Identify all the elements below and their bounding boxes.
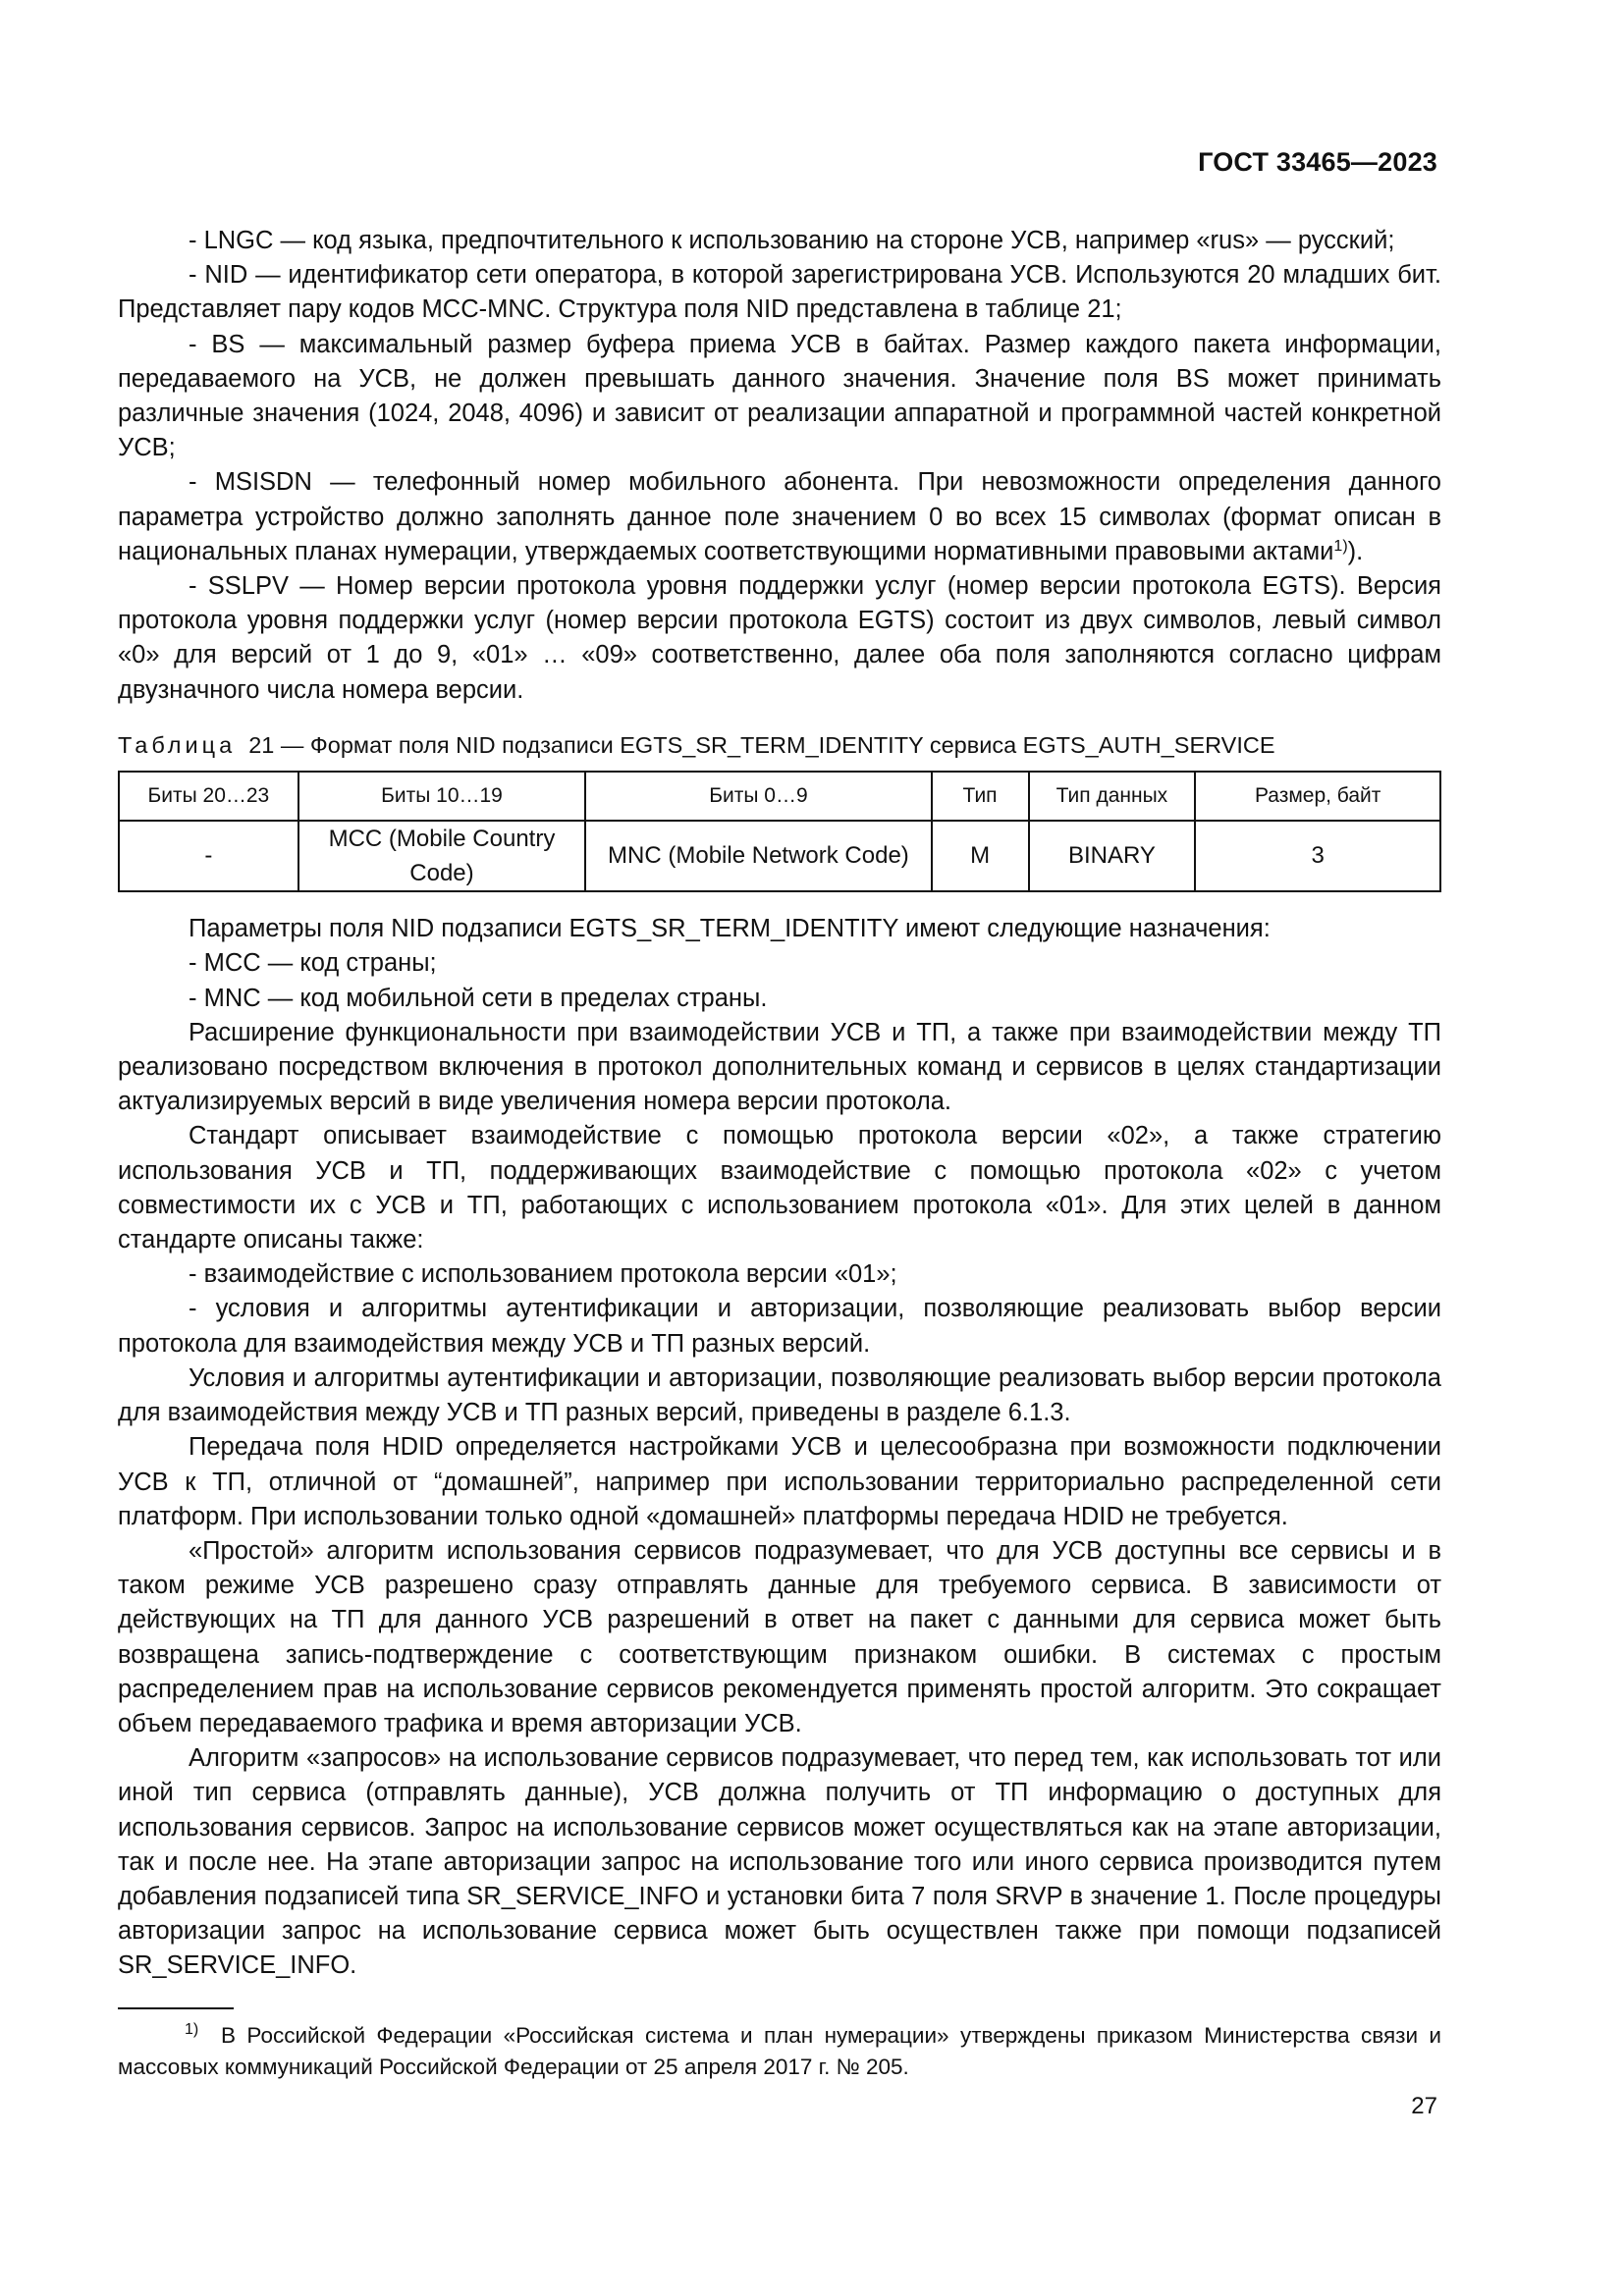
table-caption-text: 21 — Формат поля NID подзаписи EGTS_SR_TERM_IDENTITY сервиса EGTS_AUTH_SERVICE: [248, 731, 1275, 758]
msisdn-tail: ).: [1347, 537, 1364, 565]
table-header-cell: Тип данных: [1029, 772, 1196, 821]
paragraph-auth-reference: Условия и алгоритмы аутентификации и авторизации, позволяющие реализовать выбор версии протокола для взаимодействия между УСВ и ТП разных версий, приведены в разделе 6.1.3.: [118, 1363, 1441, 1427]
table-header-cell: Размер, байт: [1195, 772, 1440, 821]
paragraph-nid: - NID — идентификатор сети оператора, в которой зарегистрирована УСВ. Используются 20 младших бит. Представляет пару кодов MCC-MNC. Структура поля NID представлена в таблице 21;: [118, 261, 1441, 324]
paragraph-msisdn: [118, 465, 1441, 569]
paragraph-hdid: Передача поля HDID определяется настройками УСВ и целесообразна при возможности подключении УСВ к ТП, отличной от “домашней”, например при использовании территориально распределенной сети платформ. При использовании только одной «домашней» платформы передача HDID не требуется.: [118, 1433, 1441, 1530]
table-cell: -: [119, 821, 298, 891]
paragraph-standard: Стандарт описывает взаимодействие с помощью протокола версии «02», а также стратегию использования УСВ и ТП, поддерживающих взаимодействие с помощью протокола «02» с учетом совместимости их с УСВ и ТП, работающих с использованием протокола «01». Для этих целей в данном стандарте описаны также:: [118, 1122, 1441, 1255]
paragraph-lngc: - LNGC — код языка, предпочтительного к использованию на стороне УСВ, например «rus» — русский;: [189, 227, 1395, 254]
table-cell: M: [932, 821, 1029, 891]
table-cell: BINARY: [1029, 821, 1196, 891]
paragraph-sslpv: - SSLPV — Номер версии протокола уровня поддержки услуг (номер версии протокола EGTS). Версия протокола уровня поддержки услуг (номер версии протокола EGTS) состоит из двух символов, левый символ «0» для версий от 1 до 9, «01» … «09» соответственно, далее оба поля заполняются согласно цифрам двузначного числа номера версии.: [118, 572, 1441, 704]
table-header-cell: Биты 0…9: [585, 772, 931, 821]
page-body: [118, 224, 1441, 1984]
table-row: [119, 821, 1440, 891]
footnote-divider: [118, 2007, 234, 2009]
table-cell: MNC (Mobile Network Code): [585, 821, 931, 891]
table-header-cell: Биты 20…23: [119, 772, 298, 821]
nid-format-table: [118, 771, 1441, 892]
table-header-row: [119, 772, 1440, 821]
footnote-text: В Российской Федерации «Российская система и план нумерации» утверждены приказом Министерства связи и массовых коммуникаций Российской Федерации от 25 апреля 2017 г. № 205.: [118, 2023, 1441, 2079]
standard-header: ГОСТ 33465—2023: [1198, 147, 1437, 177]
footnote-reference: 1): [1333, 537, 1348, 555]
footnote-mark: 1): [185, 2021, 199, 2038]
paragraph-simple-algorithm: «Простой» алгоритм использования сервисов подразумевает, что для УСВ доступны все сервисы и в таком режиме УСВ разрешено сразу отправлять данные для требуемого сервиса. В зависимости от действующих на ТП для данного УСВ разрешений в ответ на пакет с данными для сервиса может быть возвращена запись-подтверждение с соответствующим признаком ошибки. В системах с простым распределением прав на использование сервисов рекомендуется применять простой алгоритм. Это сокращает объем передаваемого трафика и время авторизации УСВ.: [118, 1536, 1441, 1737]
paragraph-protocol-01: - взаимодействие с использованием протокола версии «01»;: [189, 1260, 897, 1289]
table-header-cell: Биты 10…19: [298, 772, 586, 821]
table-cell: 3: [1195, 821, 1440, 891]
paragraph-auth-conditions: - условия и алгоритмы аутентификации и авторизации, позволяющие реализовать выбор версии протокола для взаимодействия между УСВ и ТП разных версий.: [118, 1295, 1441, 1358]
table-cell: MCC (Mobile Country Code): [298, 821, 586, 891]
table-caption: [118, 729, 1441, 761]
paragraph-request-algorithm: Алгоритм «запросов» на использование сервисов подразумевает, что перед тем, как использовать тот или иной тип сервиса (отправлять данные), УСВ должна получить от ТП информацию о доступных для использования сервисов. Запрос на использование сервисов может осуществляться как на этапе авторизации, так и после нее. На этапе авторизации запрос на использование того или иного сервиса производится путем добавления подзаписей типа SR_SERVICE_INFO и установки бита 7 поля SRVP в значение 1. После процедуры авторизации запрос на использование сервиса может быть осуществлен также при помощи подзаписей SR_SERVICE_INFO.: [118, 1744, 1441, 1980]
paragraph-mnc: - MNC — код мобильной сети в пределах страны.: [189, 984, 768, 1012]
footnote: [118, 2020, 1441, 2083]
paragraph-nid-params: Параметры поля NID подзаписи EGTS_SR_TERM_IDENTITY имеют следующие назначения:: [189, 915, 1271, 943]
page-number: 27: [1411, 2093, 1437, 2119]
msisdn-text: - MSISDN — телефонный номер мобильного абонента. При невозможности определения данного параметра устройство должно заполнять данное поле значением 0 во всех 15 символах (формат описан в национальных планах нумерации, утверждаемых соответствующими нормативными правовыми актами: [118, 468, 1441, 565]
table-header-cell: Тип: [932, 772, 1029, 821]
paragraph-extension: Расширение функциональности при взаимодействии УСВ и ТП, а также при взаимодействии между ТП реализовано посредством включения в протокол дополнительных команд и сервисов в целях стандартизации актуализируемых версий в виде увеличения номера версии протокола.: [118, 1018, 1441, 1116]
paragraph-bs: - BS — максимальный размер буфера приема УСВ в байтах. Размер каждого пакета информации, передаваемого на УСВ, не должен превышать данного значения. Значение поля BS может принимать различные значения (1024, 2048, 4096) и зависит от реализации аппаратной и программной частей конкретной УСВ;: [118, 330, 1441, 462]
table-caption-label: Таблица: [118, 731, 237, 758]
paragraph-mcc: - MCC — код страны;: [189, 949, 437, 978]
